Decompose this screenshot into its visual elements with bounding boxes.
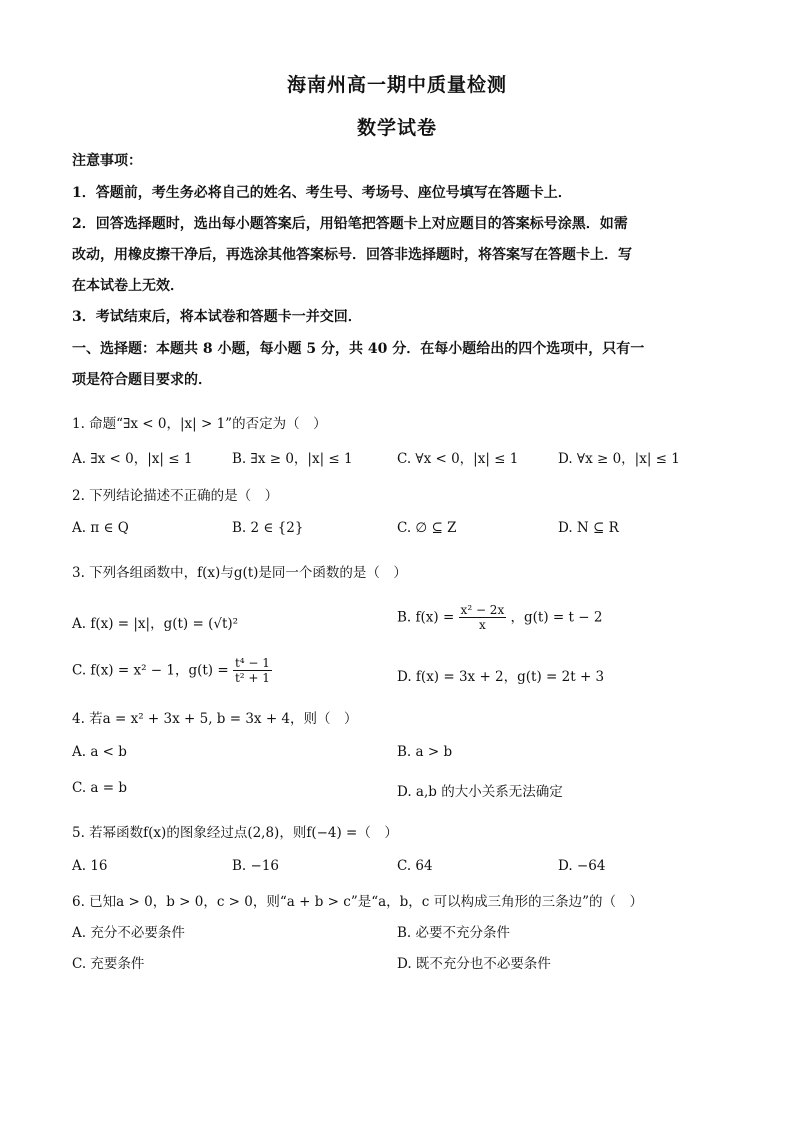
question-6-option-c: C. 充要条件 (72, 956, 145, 972)
question-3-option-b-suffix: ，g(t) = t − 2 (510, 609, 603, 626)
question-3-option-b-fraction (459, 603, 507, 633)
question-2-stem: 2. 下列结论描述不正确的是（ ） (72, 488, 279, 504)
question-2-option-a: A. π ∈ Q (72, 520, 129, 536)
notice-item-3: 3．考试结束后，将本试卷和答题卡一并交回． (72, 309, 362, 325)
question-3-option-a: A. f(x) = |x|，g(t) = (√t)² (72, 616, 239, 632)
notice-item-2-line-3: 在本试卷上无效． (72, 278, 184, 294)
question-5-stem: 5. 若幂函数f(x)的图象经过点(2,8)，则f(−4) =（ ） (72, 825, 398, 841)
section-heading-line-1: 一、选择题：本题共 8 小题，每小题 5 分，共 40 分．在每小题给出的四个选项中，只有一 (72, 341, 645, 357)
question-3-option-b-numerator: x² − 2x (460, 603, 505, 617)
question-6-option-d: D. 既不充分也不必要条件 (397, 956, 551, 972)
question-4-option-b: B. a > b (397, 744, 453, 760)
question-2-option-b: B. 2 ∈ {2} (232, 520, 304, 536)
question-6-option-b: B. 必要不充分条件 (397, 925, 511, 941)
question-5-option-a: A. 16 (72, 858, 108, 874)
section-heading-line-2: 项是符合题目要求的． (72, 372, 212, 388)
notice-heading: 注意事项： (72, 153, 142, 169)
exam-subtitle: 数学试卷 (356, 117, 437, 139)
question-1-option-d: D. ∀x ≥ 0，|x| ≤ 1 (558, 451, 680, 467)
question-6-stem: 6. 已知a > 0，b > 0，c > 0，则“a + b > c”是“a，b，c 可以构成三角形的三条边”的（ ） (72, 894, 644, 910)
question-3-option-c-numerator: t⁴ − 1 (234, 656, 270, 670)
question-1-option-b: B. ∃x ≥ 0，|x| ≤ 1 (232, 451, 353, 467)
question-3-option-d: D. f(x) = 3x + 2，g(t) = 2t + 3 (397, 669, 605, 685)
question-3-option-b-prefix: B. f(x) = (397, 609, 455, 626)
question-1-option-a: A. ∃x < 0，|x| ≤ 1 (72, 451, 193, 467)
question-2-option-c: C. ∅ ⊆ Z (397, 520, 457, 536)
question-1-option-c: C. ∀x < 0，|x| ≤ 1 (397, 451, 519, 467)
question-4-option-a: A. a < b (72, 744, 127, 760)
question-3-option-c (72, 656, 272, 686)
notice-item-2-line-2: 改动，用橡皮擦干净后，再选涂其他答案标号．回答非选择题时，将答案写在答题卡上．写 (72, 247, 632, 263)
question-4-option-c: C. a = b (72, 780, 128, 796)
question-3-option-b (397, 603, 602, 633)
question-4-option-d: D. a,b 的大小关系无法确定 (397, 784, 563, 800)
notice-item-2-line-1: 2．回答选择题时，选出每小题答案后，用铅笔把答题卡上对应题目的答案标号涂黑．如需 (72, 216, 628, 232)
question-3-stem: 3. 下列各组函数中，f(x)与g(t)是同一个函数的是（ ） (72, 565, 407, 581)
question-5-option-c: C. 64 (397, 858, 433, 874)
notice-item-1: 1．答题前，考生务必将自己的姓名、考生号、考场号、座位号填写在答题卡上． (72, 185, 572, 201)
question-3-option-c-fraction (233, 656, 272, 686)
question-2-option-d: D. N ⊆ R (558, 520, 619, 536)
question-5-option-d: D. −64 (558, 858, 606, 874)
question-5-option-b: B. −16 (232, 858, 279, 874)
question-4-stem: 4. 若a = x² + 3x + 5, b = 3x + 4，则（ ） (72, 711, 358, 727)
question-1-stem: 1. 命题“∃x < 0，|x| > 1”的否定为（ ） (72, 416, 327, 432)
exam-title: 海南州高一期中质量检测 (286, 74, 507, 96)
question-3-option-c-prefix: C. f(x) = x² − 1，g(t) = (72, 662, 229, 679)
question-3-option-b-denominator: x (478, 618, 486, 633)
question-3-option-c-denominator: t² + 1 (234, 671, 270, 686)
question-6-option-a: A. 充分不必要条件 (72, 925, 185, 941)
